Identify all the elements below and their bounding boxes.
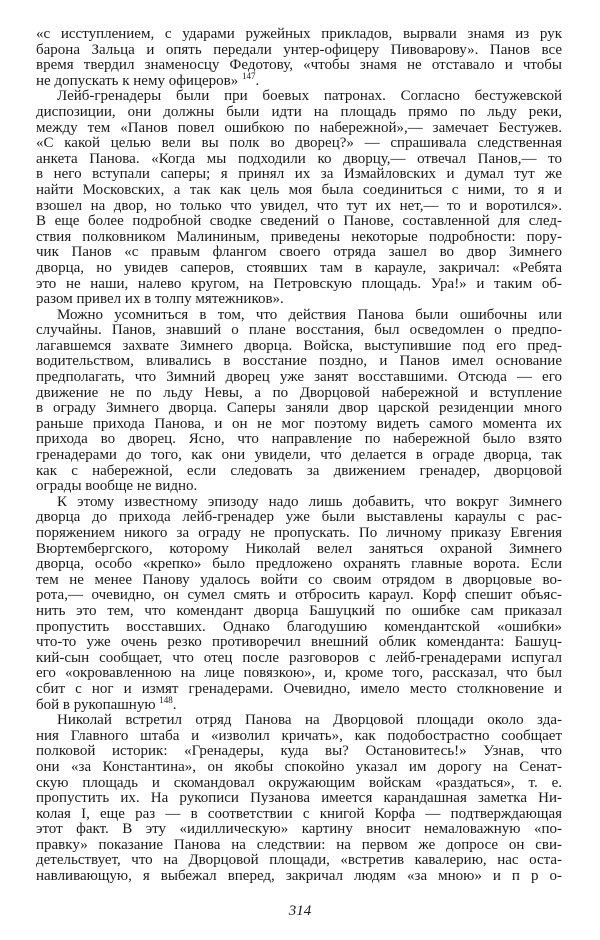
line-text: взошел на двор, но только что увидел, что тут их нет,— то и воротился».: [36, 197, 562, 214]
text-line: [36, 479, 562, 495]
footnote-reference: 147: [241, 70, 256, 81]
text-line: [36, 729, 562, 745]
line-text: движение не по льду Невы, а по Дворцовой набережной и вступление: [36, 384, 562, 401]
text-line: [36, 853, 562, 869]
line-text: анкета Панова. «Когда мы подходили ко дворцу,— отвечал Панов,— то: [36, 150, 562, 167]
text-line: [36, 121, 562, 137]
line-text: Лейб-гренадеры были при боевых патронах. Согласно бестужевской: [57, 88, 562, 105]
text-line: [36, 588, 562, 604]
line-text: это не наши, налево кругом, на Петровскую площадь. Ура!» и таким об-: [36, 275, 562, 292]
text-line: [36, 760, 562, 776]
text-line: [36, 604, 562, 620]
line-text: К этому известному эпизоду надо лишь добавить, что вокруг Зимнего: [57, 493, 562, 510]
line-text: Можно усомниться в том, что действия Панова были ошибочны или: [57, 306, 562, 323]
line-text: ния Главного штаба и «изволил кричать», как подобострастно сообщает: [36, 727, 562, 744]
line-text: барона Зальца и опять передали унтер-офицеру Пивоварову». Панов все: [36, 41, 562, 58]
paragraph: [36, 27, 562, 89]
text-line: [36, 557, 562, 573]
line-text: дворца, но увидев саперов, стоявших там в карауле, закричал: «Ребята: [36, 259, 562, 276]
text-line: [36, 245, 562, 261]
paragraph: [36, 308, 562, 495]
line-text: чик Панов «с правым флангом своего отряда зашел во двор Зимнего: [36, 244, 562, 261]
line-text: водительством, вливались в восстание поздно, и Панов имел основание: [36, 353, 562, 370]
text-line: [36, 464, 562, 480]
paragraph: [36, 495, 562, 713]
line-text: «с исступлением, с ударами ружейных прикладов, вырвали знамя из рук: [36, 26, 562, 42]
line-text: навливающую, я выбежал вперед, закричал людям «за мною» и п р о-: [36, 868, 562, 885]
text-line: [36, 744, 562, 760]
text-line: [36, 526, 562, 542]
text-line: [36, 230, 562, 246]
paragraph: [36, 713, 562, 885]
line-text: между тем «Панов повел ошибкою по набережной»,— замечает Бестужев.: [36, 119, 562, 136]
text-line: [36, 277, 562, 293]
text-line: [36, 261, 562, 277]
line-text: прихода во дворец. Ясно, что направление по набережной было взято: [36, 431, 562, 448]
line-text: правку» показание Панова на следствии: на первом же допросе он сви-: [36, 836, 562, 853]
text-line: [36, 354, 562, 370]
text-line: [36, 510, 562, 526]
text-line: [36, 214, 562, 230]
line-text: что-то уже очень резко противоречил внешний облик коменданта: Башуц-: [36, 634, 562, 651]
line-text: В еще более подробной сводке сведений о Панове, составленной для след-: [36, 213, 562, 230]
text-line: [36, 542, 562, 558]
text-line: [36, 70, 562, 90]
line-text: нить это тем, что комендант дворца Башуцкий по ошибке сам приказал: [36, 602, 562, 619]
text-line: [36, 370, 562, 386]
text-line: [36, 417, 562, 433]
line-text: дворца, особо «крепко» было предложено охранять главные ворота. Если: [36, 556, 562, 573]
text-line: [36, 105, 562, 121]
line-text: разом привел их в толпу мятежников».: [36, 291, 284, 308]
line-text: сбит с ног и измят гренадерами. Очевидно, имело место столкновение и: [36, 680, 562, 697]
text-line: [36, 713, 562, 729]
text-line: [36, 666, 562, 682]
text-line: [36, 432, 562, 448]
text-line: [36, 495, 562, 511]
line-text: бой в рукопашную: [36, 696, 160, 713]
line-text: колая I, еще раз — в соответствии с книгой Корфа — подтверждающая: [36, 805, 562, 822]
text-line: [36, 167, 562, 183]
text-line: [36, 401, 562, 417]
line-tail: .: [255, 72, 260, 89]
line-text: тем не менее Панову удалось войти со своим отрядом в дворцовые во-: [36, 571, 562, 588]
line-text: скую площадь и скомандовал окружающим войскам «раздаться», т. е.: [36, 774, 562, 791]
text-line: [36, 448, 562, 464]
line-text: дворца до прихода лейб-гренадер уже были выставлены караулы с рас-: [36, 509, 562, 526]
line-text: они «за Константина», он якобы спокойно указал им дорогу на Сенат-: [36, 758, 562, 775]
line-text: этот факт. В эту «идиллическую» картину вносит немаловажную «по-: [36, 821, 562, 838]
text-line: [36, 791, 562, 807]
line-text: рота,— очевидно, он сумел смять и отбросить караул. Корф спешит объяс-: [36, 587, 562, 604]
line-text: пропустить восставших. Однако благодушию комендантской «ошибки»: [36, 618, 562, 635]
line-text: полковой историк: «Гренадеры, куда вы? Остановитесь!» Узнав, что: [36, 743, 562, 760]
page-number: 314: [288, 903, 312, 919]
text-line: [36, 386, 562, 402]
text-line: [36, 651, 562, 667]
text-line: [36, 822, 562, 838]
text-line: [36, 620, 562, 636]
text-line: [36, 89, 562, 105]
text-line: [36, 869, 562, 885]
text-line: [36, 807, 562, 823]
text-line: [36, 292, 562, 308]
line-text: детельствует, что на Дворцовой площади, «встретив кавалерию, нас оста-: [36, 852, 562, 869]
line-text: поряжением никого за ограду не пропускать. По личному приказу Евгения: [36, 525, 562, 541]
line-tail: .: [172, 696, 177, 713]
text-line: [36, 308, 562, 324]
paragraph: [36, 89, 562, 307]
text-line: [36, 694, 562, 714]
line-text: как с набережной, если следовать за движением гренадер, дворцовой: [36, 462, 562, 479]
text-line: [36, 58, 562, 74]
text-line: [36, 573, 562, 589]
line-text: диспозиции, они должны были идти на площадь прямо по льду реки,: [36, 103, 562, 120]
line-text: найти Московских, а так как цель моя была соединиться с ними, то я и: [36, 181, 562, 198]
text-line: [36, 323, 562, 339]
text-line: [36, 776, 562, 792]
text-line: [36, 183, 562, 199]
page-body: [36, 27, 562, 885]
line-text: ограды вообще не видно.: [36, 478, 198, 495]
line-text: ствия полковником Малининым, приведены некоторые подробности: пору-: [36, 228, 562, 245]
footnote-reference: 148: [159, 694, 173, 705]
text-line: [36, 152, 562, 168]
line-text: кий-сын сообщает, что отец после разговоров с лейб-гренадерами испугал: [36, 649, 562, 666]
text-line: [36, 838, 562, 854]
line-text: Николай встретил отряд Панова на Дворцовой площади около зда-: [57, 712, 562, 729]
text-line: [36, 43, 562, 59]
line-text: гренадерами до того, как они увидели, что́ делается в ограде дворца, так: [36, 447, 562, 464]
line-text: предполагать, что Зимний дворец уже занят восставшими. Отсюда — его: [36, 369, 562, 386]
text-line: [36, 199, 562, 215]
text-line: [36, 339, 562, 355]
line-text: раньше прихода Панова, и он не мог поэтому видеть самого момента их: [36, 415, 562, 432]
line-text: «С какой целью вели вы полк во дворец?» — спрашивала следственная: [36, 135, 562, 152]
line-text: лагавшемся захвате Зимнего дворца. Войска, выступившие под его пред-: [36, 337, 562, 354]
text-line: [36, 27, 562, 43]
text-line: [36, 136, 562, 152]
line-text: случайны. Панов, знавший о плане восстания, был осведомлен о предпо-: [36, 322, 562, 339]
line-text: пропустить их. На рукописи Пузанова имеется карандашная заметка Ни-: [36, 790, 562, 807]
line-text: в него вступали саперы; я принял их за Измайловских и думал тут же: [36, 166, 562, 183]
line-text: его «окровавленною на лице повязкою», и, кроме того, рассказал, что был: [36, 665, 562, 682]
line-text: время твердил знаменосцу Федотову, «чтобы знамя не отставало и чтобы: [36, 57, 562, 74]
line-text: в ограду Зимнего дворца. Саперы заняли двор царской резиденции много: [36, 400, 562, 417]
text-line: [36, 635, 562, 651]
line-text: Вюртембергского, которому Николай велел заняться охраной Зимнего: [36, 540, 562, 557]
line-text: не допускать к нему офицеров»: [36, 72, 242, 89]
text-line: [36, 682, 562, 698]
